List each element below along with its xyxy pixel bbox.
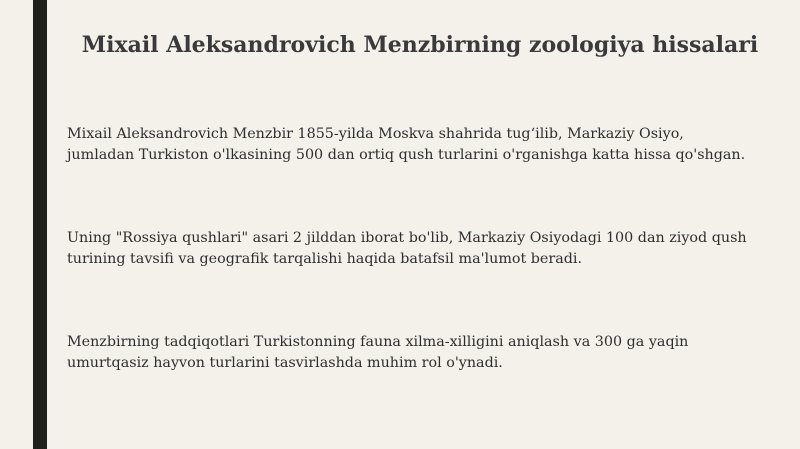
slide-title: Mixail Aleksandrovich Menzbirning zoologiya hissalari [81, 32, 759, 58]
paragraph-1-line-1: Mixail Aleksandrovich Menzbir 1855-yilda Moskva shahrida tug‘ilib, Markaziy Osiyo, [67, 126, 684, 142]
paragraph-2 [67, 228, 772, 270]
paragraph-1-line-2: jumladan Turkiston o'lkasining 500 dan ortiq qush turlarini o'rganishga katta hissa qo'shgan. [67, 147, 746, 163]
paragraph-2-line-1: Uning "Rossiya qushlari" asari 2 jilddan iborat bo'lib, Markaziy Osiyodagi 100 dan ziyod qush [67, 230, 747, 246]
paragraph-3 [67, 332, 772, 374]
paragraph-2-line-2: turining tavsifi va geografik tarqalishi haqida batafsil ma'lumot beradi. [67, 251, 583, 267]
paragraph-3-line-1: Menzbirning tadqiqotlari Turkistonning fauna xilma-xilligini aniqlash va 300 ga yaqin [67, 334, 689, 350]
paragraph-3-line-2: umurtqasiz hayvon turlarini tasvirlashda muhim rol o'ynadi. [67, 355, 503, 371]
paragraph-1 [67, 124, 772, 166]
left-accent-bar [33, 0, 47, 449]
